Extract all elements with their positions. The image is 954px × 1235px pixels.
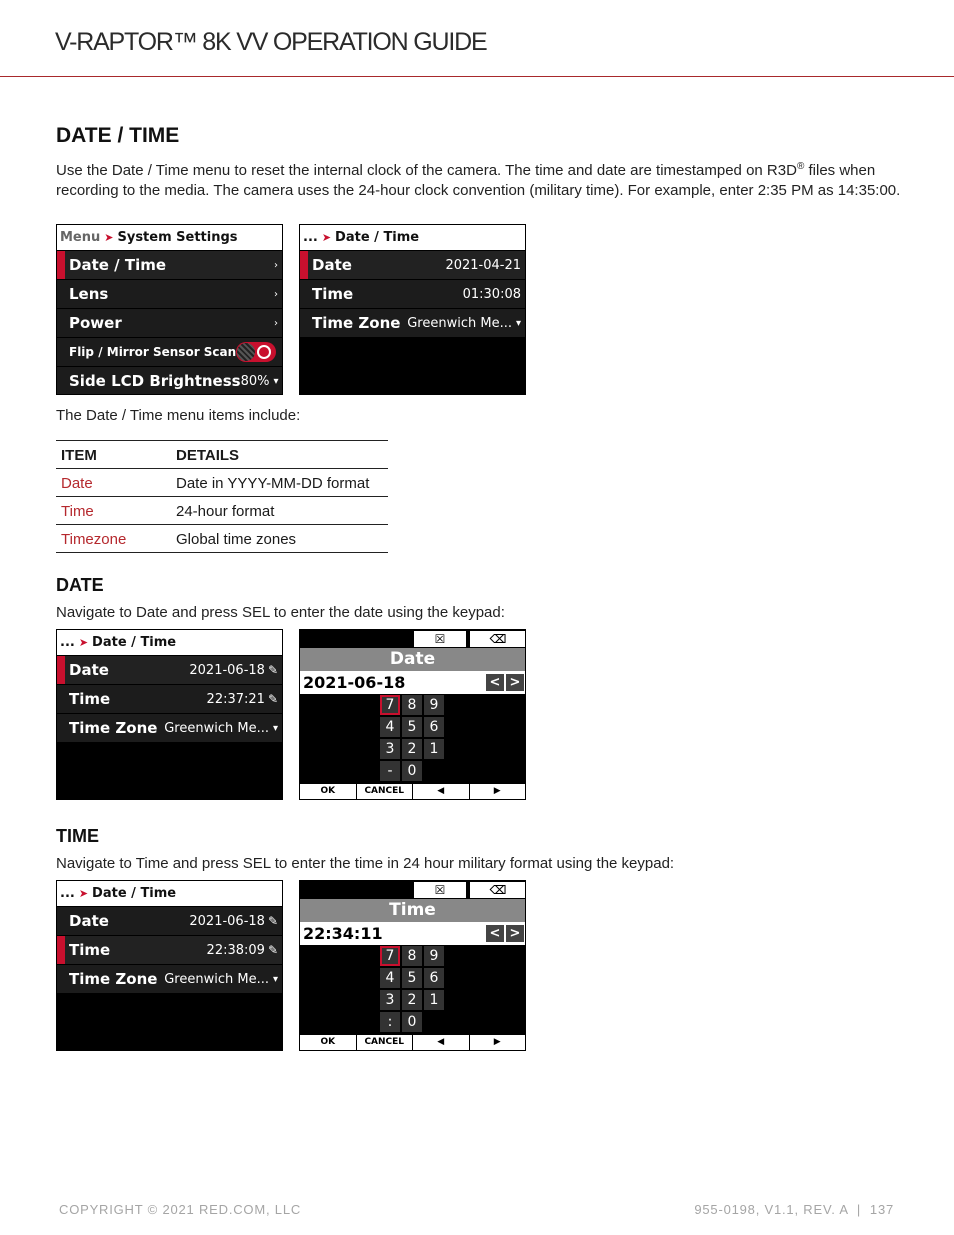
breadcrumb-arrow-icon: ➤ (78, 887, 89, 900)
edit-icon: ✎ (267, 663, 278, 677)
key-5[interactable]: 5 (402, 717, 422, 737)
key-5[interactable]: 5 (402, 968, 422, 988)
breadcrumb: Menu ➤ System Settings (57, 225, 282, 251)
keypad-softkeys (300, 1035, 525, 1050)
cancel-button[interactable]: CANCEL (357, 1035, 414, 1050)
clear-icon[interactable]: ☒ (414, 882, 466, 898)
menu-item-time[interactable]: Time 22:37:21 ✎ (57, 685, 282, 714)
menu-item-time[interactable]: Time 01:30:08 (300, 280, 525, 309)
table-row (56, 525, 388, 553)
date-subsection-title: DATE (56, 575, 104, 595)
cursor-right-button[interactable]: > (506, 674, 524, 691)
table-row (56, 469, 388, 497)
chevron-right-icon: › (274, 317, 278, 329)
footer-doc-ref: 955-0198, V1.1, REV. A | 137 (694, 1202, 894, 1217)
table-cell-details: Global time zones (171, 525, 388, 553)
chevron-down-icon: ▾ (272, 722, 278, 734)
time-subsection-title: TIME (56, 826, 99, 846)
key-2[interactable]: 2 (402, 990, 422, 1010)
backspace-icon[interactable]: ⌫ (470, 882, 526, 898)
table-row (56, 497, 388, 525)
breadcrumb-arrow-icon: ➤ (104, 231, 114, 244)
key-6[interactable]: 6 (424, 968, 444, 988)
system-settings-screen (56, 224, 283, 395)
menu-items-table (56, 440, 388, 553)
menu-item-date[interactable]: Date 2021-06-18 ✎ (57, 907, 282, 936)
cancel-button[interactable]: CANCEL (357, 784, 414, 799)
flip-mirror-toggle[interactable] (236, 342, 276, 362)
chevron-right-icon: › (274, 259, 278, 271)
breadcrumb: ... ➤ Date / Time (57, 630, 282, 656)
table-cell-item: Timezone (56, 525, 171, 553)
chevron-down-icon: ▾ (272, 973, 278, 985)
cursor-left-button[interactable]: < (486, 674, 504, 691)
header-divider (0, 76, 954, 77)
menu-item-date-time[interactable]: Date / Time › (57, 251, 282, 280)
chevron-down-icon: ▾ (515, 317, 521, 329)
table-cell-details: 24-hour format (171, 497, 388, 525)
column-header-item: ITEM (56, 441, 171, 469)
menu-item-time-zone[interactable]: Time Zone Greenwich Me... ▾ (57, 965, 282, 994)
date-time-screen (299, 224, 526, 395)
includes-text: The Date / Time menu items include: (56, 407, 301, 424)
menu-item-side-lcd-brightness[interactable]: Side LCD Brightness 80% ▾ (57, 367, 282, 395)
time-menu-screen (56, 880, 283, 1051)
key-9[interactable]: 9 (424, 695, 444, 715)
section-title: DATE / TIME (56, 124, 180, 147)
document-title: V-RAPTOR™ 8K VV OPERATION GUIDE (55, 28, 487, 56)
date-instructions: Navigate to Date and press SEL to enter the date using the keypad: (56, 604, 505, 621)
key-7[interactable]: 7 (380, 695, 400, 715)
menu-item-time-zone[interactable]: Time Zone Greenwich Me... ▾ (300, 309, 525, 338)
breadcrumb-arrow-icon: ➤ (78, 636, 89, 649)
footer-copyright: COPYRIGHT © 2021 RED.COM, LLC (59, 1202, 302, 1217)
menu-item-flip-mirror[interactable]: Flip / Mirror Sensor Scan (57, 338, 282, 367)
keypad-title: Date (300, 648, 525, 671)
key-4[interactable]: 4 (380, 717, 400, 737)
clear-icon[interactable]: ☒ (414, 631, 466, 647)
key-dash[interactable]: - (380, 761, 400, 781)
key-colon[interactable]: : (380, 1012, 400, 1032)
ok-button[interactable]: OK (300, 784, 357, 799)
menu-item-power[interactable]: Power › (57, 309, 282, 338)
edit-icon: ✎ (267, 943, 278, 957)
key-8[interactable]: 8 (402, 946, 422, 966)
ok-button[interactable]: OK (300, 1035, 357, 1050)
key-8[interactable]: 8 (402, 695, 422, 715)
key-3[interactable]: 3 (380, 739, 400, 759)
intro-paragraph: Use the Date / Time menu to reset the internal clock of the camera. The time and date are timestamped on R3D® files when recording to the media. The camera uses the 24-hour clock convention (military time). For example, enter 2:35 PM as 14:35:00. (56, 161, 901, 199)
edit-icon: ✎ (267, 692, 278, 706)
key-0[interactable]: 0 (402, 761, 422, 781)
key-9[interactable]: 9 (424, 946, 444, 966)
cursor-left-button[interactable]: < (486, 925, 504, 942)
breadcrumb: ... ➤ Date / Time (300, 225, 525, 251)
menu-item-time-zone[interactable]: Time Zone Greenwich Me... ▾ (57, 714, 282, 743)
date-menu-screen (56, 629, 283, 800)
edit-icon: ✎ (267, 914, 278, 928)
menu-item-time[interactable]: Time 22:38:09 ✎ (57, 936, 282, 965)
chevron-right-icon: › (274, 288, 278, 300)
date-entry-field[interactable]: 2021-06-18 (300, 671, 525, 694)
table-cell-item: Time (56, 497, 171, 525)
breadcrumb-arrow-icon: ➤ (321, 231, 332, 244)
key-1[interactable]: 1 (424, 739, 444, 759)
key-6[interactable]: 6 (424, 717, 444, 737)
key-0[interactable]: 0 (402, 1012, 422, 1032)
table-cell-details: Date in YYYY-MM-DD format (171, 469, 388, 497)
chevron-down-icon: ▾ (273, 375, 279, 387)
table-cell-item: Date (56, 469, 171, 497)
time-entry-field[interactable]: 22:34:11 (300, 922, 525, 945)
table-header-row (56, 441, 388, 469)
left-arrow-icon[interactable]: ◀ (413, 784, 470, 799)
breadcrumb: ... ➤ Date / Time (57, 881, 282, 907)
key-1[interactable]: 1 (424, 990, 444, 1010)
menu-item-date[interactable]: Date 2021-04-21 (300, 251, 525, 280)
key-2[interactable]: 2 (402, 739, 422, 759)
menu-item-lens[interactable]: Lens › (57, 280, 282, 309)
cursor-right-button[interactable]: > (506, 925, 524, 942)
keypad-title: Time (300, 899, 525, 922)
time-instructions: Navigate to Time and press SEL to enter the time in 24 hour military format using the keypad: (56, 855, 675, 872)
date-keypad-screen (299, 629, 526, 800)
key-4[interactable]: 4 (380, 968, 400, 988)
key-3[interactable]: 3 (380, 990, 400, 1010)
menu-item-date[interactable]: Date 2021-06-18 ✎ (57, 656, 282, 685)
time-keypad-screen (299, 880, 526, 1051)
right-arrow-icon[interactable]: ▶ (493, 786, 501, 796)
backspace-icon[interactable]: ⌫ (470, 631, 526, 647)
column-header-details: DETAILS (171, 441, 388, 469)
right-arrow-icon[interactable]: ▶ (493, 1037, 501, 1047)
keypad-softkeys (300, 784, 525, 799)
key-7[interactable]: 7 (380, 946, 400, 966)
left-arrow-icon[interactable]: ◀ (413, 1035, 470, 1050)
